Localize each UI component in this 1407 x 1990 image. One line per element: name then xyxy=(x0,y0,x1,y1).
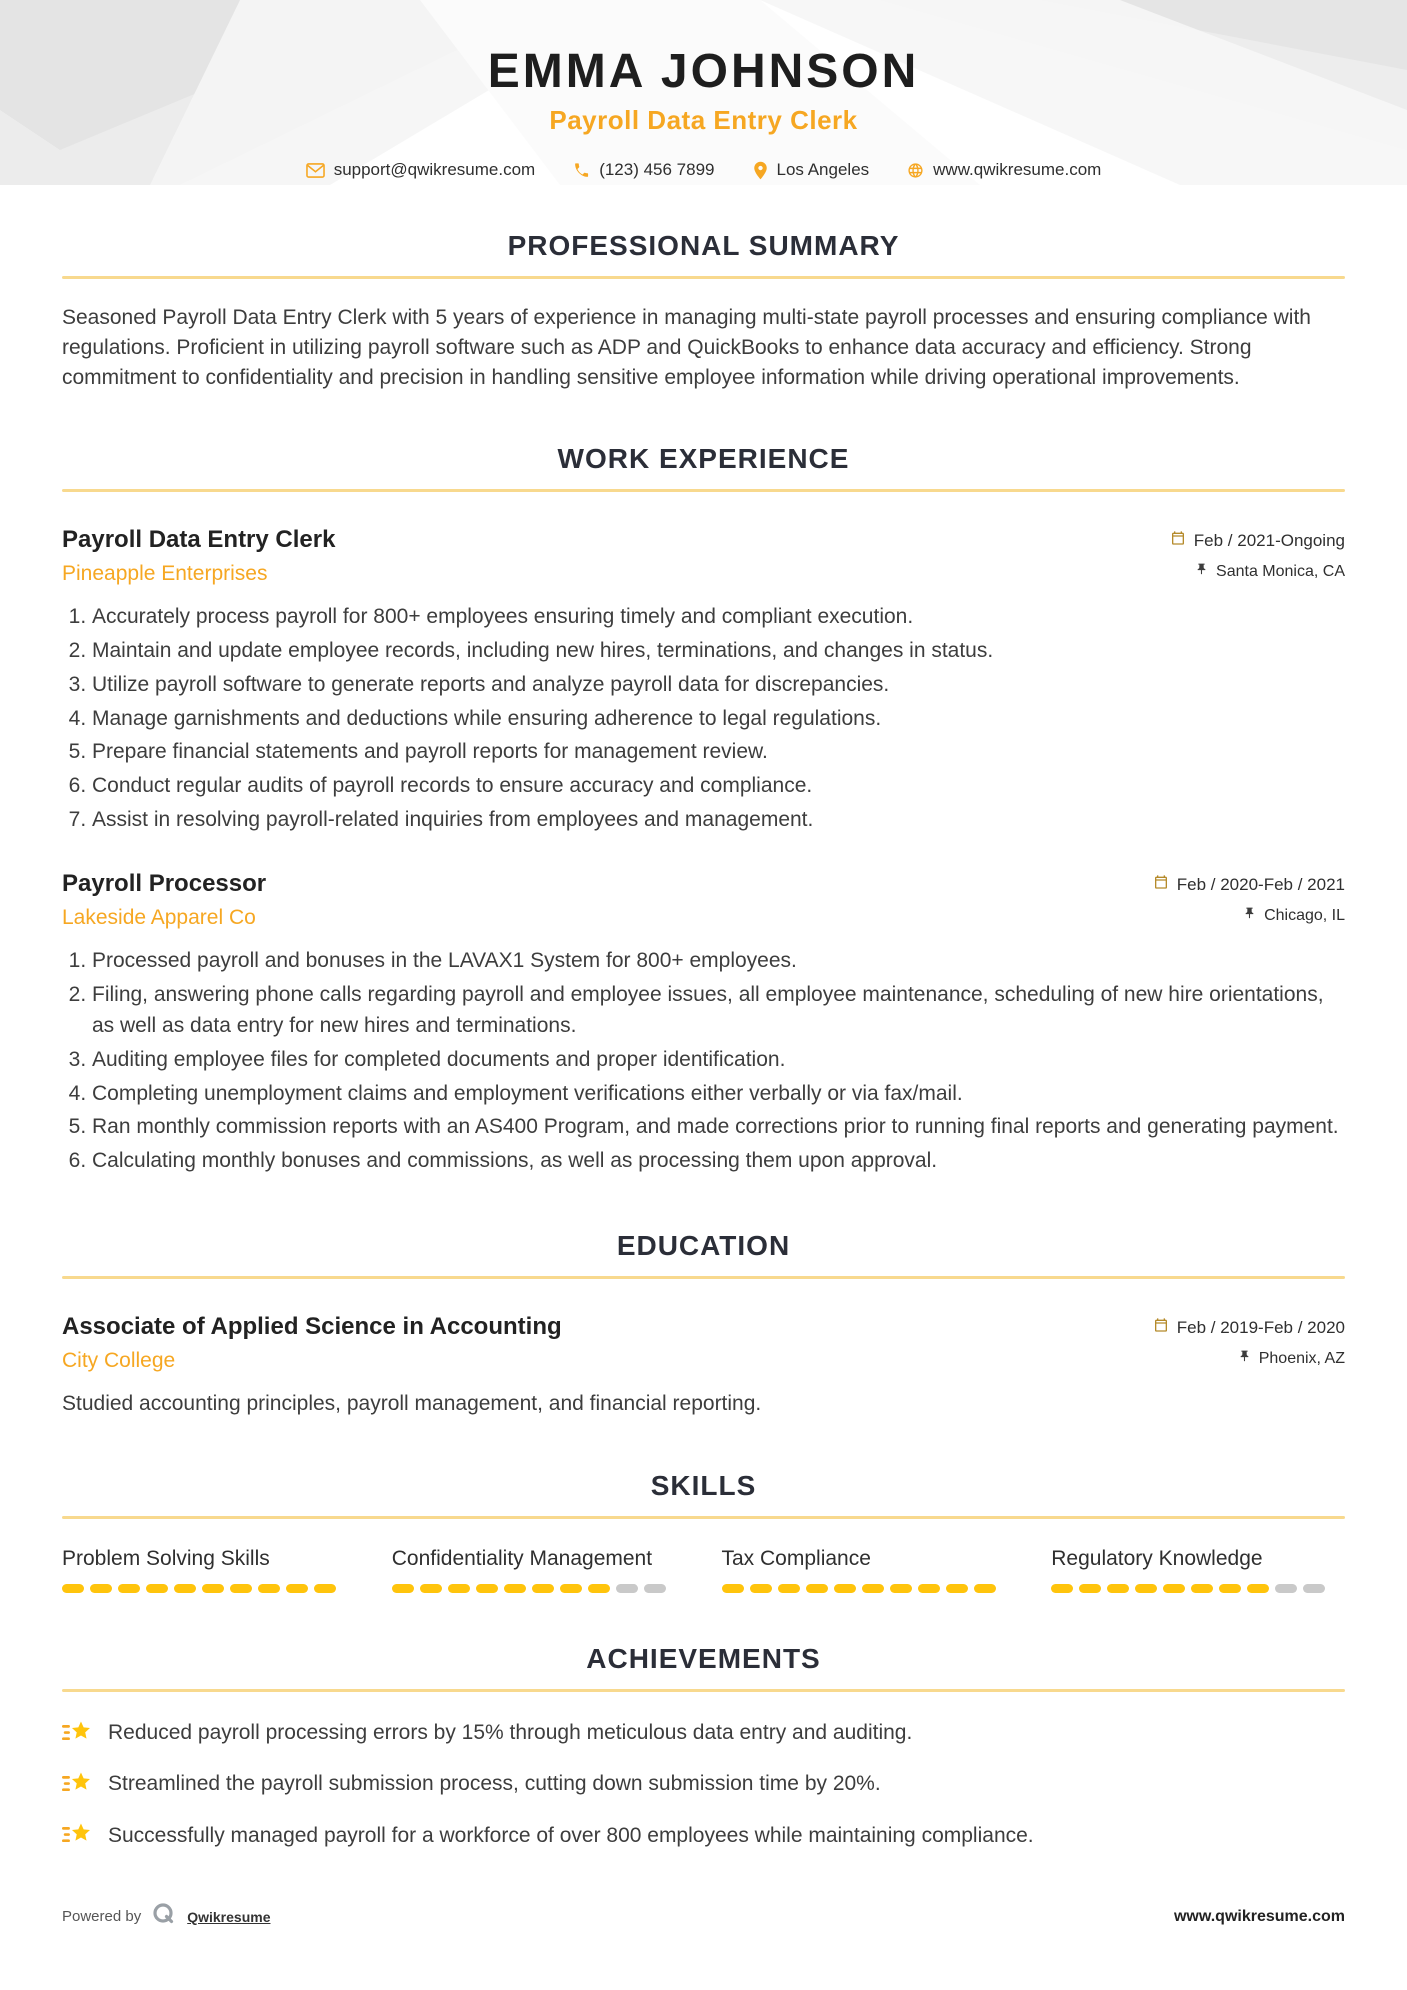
education-header xyxy=(62,1313,1345,1373)
job-meta xyxy=(1153,870,1345,926)
job-meta xyxy=(1170,526,1345,582)
education-degree: Associate of Applied Science in Accounting xyxy=(62,1313,562,1341)
job-header xyxy=(62,870,1345,930)
qwikresume-link[interactable]: Qwikresume xyxy=(187,1908,271,1925)
job-bullet: 5. Prepare financial statements and payroll reports for management review. xyxy=(92,737,1345,768)
job-location-text: Chicago, IL xyxy=(1264,906,1345,924)
skill-segment xyxy=(146,1584,168,1593)
skill-segment xyxy=(750,1584,772,1593)
summary-heading: PROFESSIONAL SUMMARY xyxy=(507,230,900,261)
skill-level-bar xyxy=(62,1584,356,1593)
skills-grid xyxy=(62,1545,1345,1593)
qwikresume-logo-icon xyxy=(151,1901,177,1932)
education-location-text: Phoenix, AZ xyxy=(1258,1349,1345,1367)
skill-name: Regulatory Knowledge xyxy=(1051,1546,1263,1570)
job-location xyxy=(1170,561,1345,582)
skill-level-bar xyxy=(1051,1584,1345,1593)
education-school: City College xyxy=(62,1349,176,1373)
skill-segment xyxy=(1135,1584,1157,1593)
section-skills xyxy=(62,1470,1345,1593)
skill-segment xyxy=(286,1584,308,1593)
summary-text: Seasoned Payroll Data Entry Clerk with 5 years of experience in managing multi-state payroll processes and ensuring compliance with regulations. Proficient in utilizing payroll software such as ADP and QuickBooks to enhance data accuracy and efficiency. Strong commitment to confidentiality and precision in handling sensitive employee information while driving operational improvements. xyxy=(62,306,1311,390)
job-bullet: 3. Utilize payroll software to generate reports and analyze payroll data for discrepancies. xyxy=(92,670,1345,701)
resume-header xyxy=(62,0,1345,180)
job-bullet: 4. Completing unemployment claims and employment verifications either verbally or via fax/mail. xyxy=(92,1079,1345,1110)
section-divider xyxy=(62,489,1345,492)
powered-by-label: Powered by xyxy=(62,1908,142,1925)
section-education xyxy=(62,1230,1345,1419)
skill-segment xyxy=(202,1584,224,1593)
job-dates-text: Feb / 2020-Feb / 2021 xyxy=(1176,874,1345,894)
job-bullet: 1. Accurately process payroll for 800+ employees ensuring timely and compliant execution. xyxy=(92,602,1345,633)
skill-name: Confidentiality Management xyxy=(391,1546,653,1570)
job-title-block xyxy=(62,526,335,586)
job-dates xyxy=(1153,874,1345,895)
skill-item xyxy=(1051,1545,1345,1593)
skill-name: Problem Solving Skills xyxy=(62,1546,270,1570)
achievement-text: Successfully managed payroll for a workforce of over 800 employees while maintaining compliance. xyxy=(108,1823,1034,1847)
skill-segment xyxy=(1303,1584,1325,1593)
calendar-icon xyxy=(1153,1317,1169,1338)
skill-segment xyxy=(1191,1584,1213,1593)
skill-segment xyxy=(560,1584,582,1593)
skill-segment xyxy=(588,1584,610,1593)
candidate-title: Payroll Data Entry Clerk xyxy=(549,105,858,135)
section-divider xyxy=(62,1689,1345,1692)
education-dates xyxy=(1153,1317,1345,1338)
job-dates-text: Feb / 2021-Ongoing xyxy=(1193,530,1345,550)
skill-name: Tax Compliance xyxy=(721,1546,871,1570)
achievements-list xyxy=(62,1718,1345,1850)
section-work-experience xyxy=(62,443,1345,1180)
job-title-block xyxy=(62,870,266,930)
contact-phone-text: (123) 456 7899 xyxy=(599,160,715,179)
skill-segment xyxy=(174,1584,196,1593)
skill-segment xyxy=(504,1584,526,1593)
candidate-name: EMMA JOHNSON xyxy=(487,45,920,98)
globe-icon xyxy=(907,162,924,179)
skill-segment xyxy=(118,1584,140,1593)
skill-segment xyxy=(1219,1584,1241,1593)
star-badge-icon xyxy=(62,1821,92,1849)
skill-level-bar xyxy=(722,1584,1016,1593)
star-badge-icon xyxy=(62,1719,92,1747)
section-divider xyxy=(62,1276,1345,1279)
skill-segment xyxy=(392,1584,414,1593)
job-bullet-list xyxy=(62,946,1345,1177)
section-achievements xyxy=(62,1643,1345,1850)
job-location-text: Santa Monica, CA xyxy=(1216,562,1345,580)
pushpin-icon xyxy=(1195,561,1208,582)
skill-segment xyxy=(862,1584,884,1593)
work-heading: WORK EXPERIENCE xyxy=(557,443,850,475)
pushpin-icon xyxy=(1243,905,1256,926)
contact-row xyxy=(62,160,1345,180)
calendar-icon xyxy=(1170,530,1186,551)
skill-segment xyxy=(1163,1584,1185,1593)
job-title: Payroll Data Entry Clerk xyxy=(62,526,336,554)
star-badge-icon xyxy=(62,1770,92,1798)
achievements-heading: ACHIEVEMENTS xyxy=(586,1642,821,1674)
job-title: Payroll Processor xyxy=(62,870,267,898)
skill-segment xyxy=(946,1584,968,1593)
job-dates xyxy=(1170,530,1345,551)
skill-segment xyxy=(532,1584,554,1593)
education-location xyxy=(1153,1348,1345,1369)
achievement-text: Streamlined the payroll submission process, cutting down submission time by 20%. xyxy=(108,1772,881,1796)
job-bullet: 1. Processed payroll and bonuses in the LAVAX1 System for 800+ employees. xyxy=(92,946,1345,977)
skill-segment xyxy=(616,1584,638,1593)
skill-segment xyxy=(974,1584,996,1593)
education-heading: EDUCATION xyxy=(616,1230,791,1262)
page-footer xyxy=(0,1901,1407,1990)
skill-item xyxy=(62,1545,356,1593)
job-header xyxy=(62,526,1345,586)
job-bullet: 6. Calculating monthly bonuses and commissions, as well as processing them upon approval. xyxy=(92,1146,1345,1177)
job-bullet: 7. Assist in resolving payroll-related inquiries from employees and management. xyxy=(92,805,1345,836)
education-dates-text: Feb / 2019-Feb / 2020 xyxy=(1176,1317,1345,1337)
skill-segment xyxy=(448,1584,470,1593)
section-professional-summary xyxy=(62,230,1345,393)
skill-segment xyxy=(778,1584,800,1593)
job-location xyxy=(1153,905,1345,926)
job-bullet: 2. Maintain and update employee records, including new hires, terminations, and changes in status. xyxy=(92,636,1345,667)
job-bullet: 2. Filing, answering phone calls regarding payroll and employee issues, all employee maintenance, scheduling of new hire orientations, as well as data entry for new hires and terminations. xyxy=(92,980,1345,1042)
achievement-item xyxy=(62,1821,1345,1850)
section-divider xyxy=(62,1516,1345,1519)
job-entry xyxy=(62,870,1345,1177)
contact-location xyxy=(753,160,870,180)
skill-segment xyxy=(644,1584,666,1593)
skill-segment xyxy=(890,1584,912,1593)
job-entry xyxy=(62,526,1345,836)
skill-item xyxy=(722,1545,1016,1593)
contact-email-text: support@qwikresume.com xyxy=(333,160,536,179)
job-bullet-list xyxy=(62,602,1345,836)
skill-segment xyxy=(918,1584,940,1593)
section-divider xyxy=(62,276,1345,279)
job-bullet: 5. Ran monthly commission reports with an AS400 Program, and made corrections prior to running final reports and generating payment. xyxy=(92,1112,1345,1143)
skill-segment xyxy=(806,1584,828,1593)
contact-website-text: www.qwikresume.com xyxy=(933,160,1102,179)
contact-website[interactable] xyxy=(907,160,1101,180)
calendar-icon xyxy=(1153,874,1169,895)
education-description: Studied accounting principles, payroll management, and financial reporting. xyxy=(62,1392,762,1416)
skill-level-bar xyxy=(392,1584,686,1593)
skill-segment xyxy=(420,1584,442,1593)
skill-segment xyxy=(476,1584,498,1593)
job-company: Pineapple Enterprises xyxy=(62,562,268,586)
skill-segment xyxy=(1247,1584,1269,1593)
footer-branding xyxy=(62,1901,270,1932)
location-pin-icon xyxy=(753,161,768,180)
skill-segment xyxy=(1079,1584,1101,1593)
education-entry xyxy=(62,1313,1345,1419)
skill-segment xyxy=(834,1584,856,1593)
achievement-item xyxy=(62,1718,1345,1747)
contact-phone xyxy=(573,160,714,180)
pushpin-icon xyxy=(1238,1348,1251,1369)
contact-location-text: Los Angeles xyxy=(776,160,870,179)
job-bullet: 6. Conduct regular audits of payroll records to ensure accuracy and compliance. xyxy=(92,771,1345,802)
job-bullet: 3. Auditing employee files for completed documents and proper identification. xyxy=(92,1045,1345,1076)
contact-email[interactable] xyxy=(306,160,536,180)
skill-segment xyxy=(62,1584,84,1593)
email-icon xyxy=(306,163,325,178)
skill-segment xyxy=(258,1584,280,1593)
achievement-text: Reduced payroll processing errors by 15% through meticulous data entry and auditing. xyxy=(108,1720,913,1744)
skill-segment xyxy=(722,1584,744,1593)
skills-heading: SKILLS xyxy=(650,1469,757,1501)
skill-item xyxy=(392,1545,686,1593)
skill-segment xyxy=(1051,1584,1073,1593)
job-bullet: 4. Manage garnishments and deductions while ensuring adherence to legal regulations. xyxy=(92,704,1345,735)
skill-segment xyxy=(314,1584,336,1593)
achievement-item xyxy=(62,1769,1345,1798)
education-meta xyxy=(1153,1313,1345,1369)
job-company: Lakeside Apparel Co xyxy=(62,906,256,930)
phone-icon xyxy=(573,162,590,179)
education-title-block xyxy=(62,1313,562,1373)
skill-segment xyxy=(90,1584,112,1593)
skill-segment xyxy=(230,1584,252,1593)
footer-website[interactable]: www.qwikresume.com xyxy=(1173,1907,1345,1925)
skill-segment xyxy=(1107,1584,1129,1593)
skill-segment xyxy=(1275,1584,1297,1593)
